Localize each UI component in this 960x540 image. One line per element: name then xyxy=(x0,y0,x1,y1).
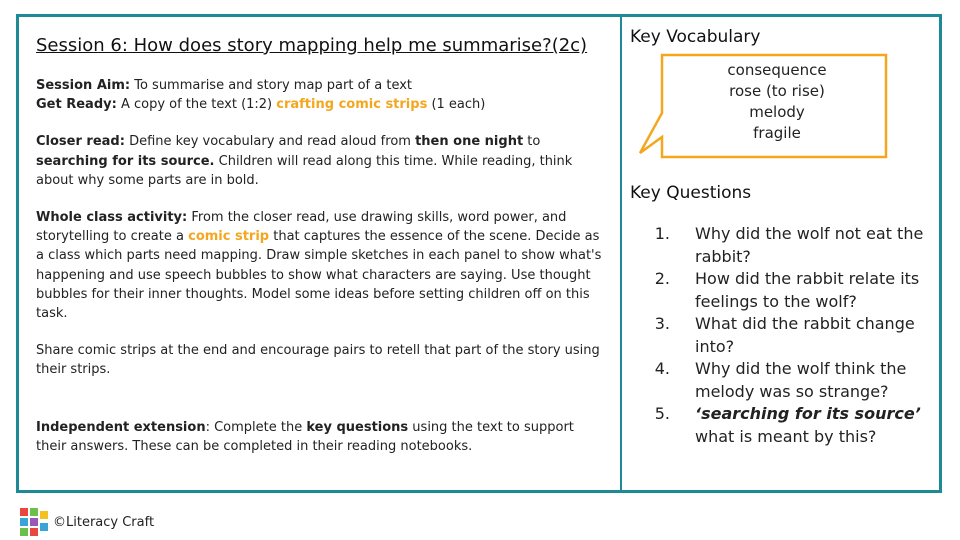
vocab-word: melody xyxy=(749,103,805,121)
question-text: What did the rabbit change into? xyxy=(695,314,915,356)
question-item xyxy=(630,313,940,358)
question-item xyxy=(630,358,940,403)
question-number: 3. xyxy=(654,314,670,333)
vocab-word: consequence xyxy=(727,61,827,79)
extension-bold: key questions xyxy=(306,419,409,435)
whole-class-paragraph xyxy=(36,208,606,323)
closer-read-text: Define key vocabulary and read aloud from xyxy=(124,134,416,150)
question-text: Why did the wolf think the melody was so strange? xyxy=(695,359,907,401)
closer-read-bold-end: searching for its source. xyxy=(36,153,215,169)
share-paragraph: Share comic strips at the end and encourage pairs to retell that part of the story using their strips. xyxy=(36,343,600,378)
vocabulary-list xyxy=(668,60,886,144)
question-text: How did the rabbit relate its feelings to the wolf? xyxy=(695,269,920,311)
question-text xyxy=(695,403,940,448)
get-ready-label: Get Ready: xyxy=(36,97,117,113)
whole-class-text: From the closer read, use drawing skills, word power, and storytelling to create a xyxy=(36,210,567,245)
key-panel xyxy=(630,27,940,448)
closer-read-paragraph xyxy=(36,132,606,190)
column-divider xyxy=(620,17,622,490)
extension-text-end: using the text to support their answers. These can be completed in their reading notebooks. xyxy=(36,419,574,454)
copyright-text: ©Literacy Craft xyxy=(53,514,155,530)
session-aim-text: To summarise and story map part of a text xyxy=(130,78,413,93)
question-number: 1. xyxy=(654,224,670,243)
closer-read-bold-start: then one night xyxy=(415,134,524,150)
page-title: Session 6: How does story mapping help me summarise?(2c) xyxy=(36,35,588,56)
extension-label: Independent extension xyxy=(36,419,206,435)
question-text-end: what is meant by this? xyxy=(695,426,877,446)
key-vocabulary-heading: Key Vocabulary xyxy=(630,27,761,47)
whole-class-text-end: that captures the essence of the scene. Decide as a class which parts need mapping. Draw simple sketches in each panel to show what's happening and use speech bubbles to show what characters are saying. Use thought bubbles for their inner thoughts. Model some ideas before setting children off on this task. xyxy=(36,229,602,322)
question-item xyxy=(630,403,940,448)
session-plan xyxy=(36,35,606,474)
session-aim-paragraph xyxy=(36,76,606,114)
question-number: 5. xyxy=(654,404,670,423)
question-number: 2. xyxy=(654,269,670,288)
session-aim-label: Session Aim: xyxy=(36,78,131,93)
get-ready-text-end: (1 each) xyxy=(427,97,486,113)
question-item xyxy=(630,223,940,268)
vocabulary-speech-bubble xyxy=(638,53,888,163)
question-item xyxy=(630,268,940,313)
vocab-word: rose (to rise) xyxy=(729,82,825,100)
get-ready-highlight: crafting comic strips xyxy=(276,97,428,113)
vocab-word: fragile xyxy=(753,124,801,142)
key-questions-list xyxy=(630,223,940,448)
question-number: 4. xyxy=(654,359,670,378)
question-quote: ‘searching for its source’ xyxy=(695,404,921,423)
extension-text: : Complete the xyxy=(205,419,307,435)
closer-read-text-to: to xyxy=(523,134,541,150)
whole-class-label: Whole class activity: xyxy=(36,210,188,226)
whole-class-highlight: comic strip xyxy=(188,229,270,245)
footer xyxy=(19,507,154,537)
get-ready-text: A copy of the text (1:2) xyxy=(116,97,277,113)
key-questions-heading: Key Questions xyxy=(630,183,752,203)
closer-read-text-end: Children will read along this time. While reading, think about why some parts are in bold. xyxy=(36,153,573,188)
question-text: Why did the wolf not eat the rabbit? xyxy=(695,224,924,266)
literacy-craft-logo-icon xyxy=(19,507,49,537)
extension-paragraph xyxy=(36,418,606,456)
closer-read-label: Closer read: xyxy=(36,134,125,150)
content-frame xyxy=(16,14,942,493)
